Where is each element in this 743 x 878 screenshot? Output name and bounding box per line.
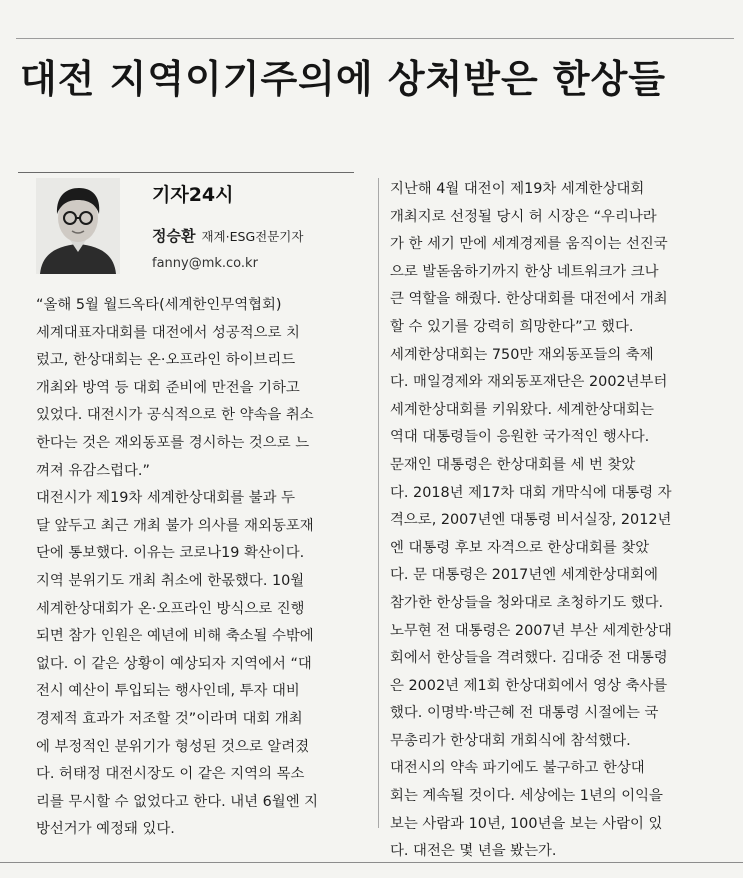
reporter-portrait-icon (36, 178, 120, 274)
text-line: 세계한상대회를 키워왔다. 세계한상대회는 (390, 401, 654, 418)
text-line: 으로 발돋움하기까지 한상 네트워크가 크나 (390, 263, 659, 280)
text-line: 리를 무시할 수 없었다고 한다. 내년 6월엔 지 (36, 793, 319, 810)
text-line: 했다. 이명박·박근혜 전 대통령 시절에는 국 (390, 705, 659, 722)
text-line: 역대 대통령들이 응원한 국가적인 행사다. (390, 429, 650, 446)
text-line: 세계한상대회는 750만 재외동포들의 축제 (390, 346, 654, 363)
text-line: 대전시의 약속 파기에도 불구하고 한상대 (390, 760, 645, 777)
text-line: 되면 참가 인원은 예년에 비해 축소될 수밖에 (36, 628, 314, 645)
text-line: 개최지로 선정될 당시 허 시장은 “우리나라 (390, 208, 657, 225)
byline (152, 178, 362, 271)
column-name: 기자24시 (152, 184, 234, 206)
text-line: 세계한상대회가 온·오프라인 방식으로 진행 (36, 600, 305, 617)
text-line: 은 2002년 제1회 한상대회에서 영상 축사를 (390, 677, 668, 694)
text-line: 개최와 방역 등 대회 준비에 만전을 기하고 (36, 379, 300, 396)
article-headline: 대전 지역이기주의에 상처받은 한상들 (20, 57, 667, 101)
text-line: 노무현 전 대통령은 2007년 부산 세계한상대 (390, 622, 672, 639)
text-line: “올해 5월 월드옥타(세계한인무역협회) (36, 297, 282, 313)
text-line: 방선거가 예정돼 있다. (36, 821, 175, 838)
text-line: 문재인 대통령은 한상대회를 세 번 찾았 (390, 456, 636, 473)
reporter (152, 225, 362, 246)
text-line: 다. 문 대통령은 2017년엔 세계한상대회에 (390, 567, 659, 584)
reporter-title: 재계·ESG전문기자 (201, 229, 304, 244)
text-line: 경제적 효과가 저조할 것”이라며 대회 개최 (36, 710, 303, 727)
text-line: 전시 예산이 투입되는 행사인데, 투자 대비 (36, 683, 300, 700)
text-line: 회는 계속될 것이다. 세상에는 1년의 이익을 (390, 788, 663, 805)
text-line: 다. 매일경제와 재외동포재단은 2002년부터 (390, 374, 668, 391)
reporter-photo (36, 178, 120, 274)
text-line: 대전시가 제19차 세계한상대회를 불과 두 (36, 490, 296, 507)
text-line: 격으로, 2007년엔 대통령 비서실장, 2012년 (390, 512, 672, 529)
text-line: 다. 대전은 몇 년을 봤는가. (390, 843, 557, 860)
text-line: 엔 대통령 후보 자격으로 한상대회를 찾았 (390, 539, 650, 556)
text-line: 한다는 것은 재외동포를 경시하는 것으로 느 (36, 434, 310, 451)
right-column (390, 176, 740, 866)
text-line: 단에 통보했다. 이유는 코로나19 확산이다. (36, 545, 305, 562)
bottom-rule (0, 862, 743, 863)
text-line: 보는 사람과 10년, 100년을 보는 사람이 있 (390, 815, 663, 832)
text-line: 큰 역할을 해줬다. 한상대회를 대전에서 개최 (390, 291, 668, 308)
text-line: 참가한 한상들을 청와대로 초청하기도 했다. (390, 594, 664, 611)
text-line: 있었다. 대전시가 공식적으로 한 약속을 취소 (36, 407, 314, 424)
text-line: 세계대표자대회를 대전에서 성공적으로 치 (36, 324, 300, 341)
left-column (36, 292, 386, 844)
text-line: 없다. 이 같은 상황이 예상되자 지역에서 “대 (36, 655, 312, 672)
text-line: 회에서 한상들을 격려했다. 김대중 전 대통령 (390, 650, 668, 667)
text-line: 껴져 유감스럽다.” (36, 462, 150, 479)
text-line: 지역 분위기도 개최 취소에 한몫했다. 10월 (36, 572, 305, 589)
reporter-email: fanny@mk.co.kr (152, 256, 258, 271)
reporter-name: 정승환 (152, 227, 196, 245)
byline-rule (18, 172, 354, 173)
text-line: 달 앞두고 최근 개최 불가 의사를 재외동포재 (36, 517, 314, 534)
text-line: 지난해 4월 대전이 제19차 세계한상대회 (390, 181, 645, 197)
text-line: 에 부정적인 분위기가 형성된 것으로 알려졌 (36, 738, 310, 755)
text-line: 다. 허태정 대전시장도 이 같은 지역의 목소 (36, 766, 305, 783)
text-line: 할 수 있기를 강력히 희망한다”고 했다. (390, 318, 634, 335)
text-line: 렀고, 한상대회는 온·오프라인 하이브리드 (36, 352, 296, 369)
text-line: 다. 2018년 제17차 대회 개막식에 대통령 자 (390, 484, 672, 501)
text-line: 가 한 세기 만에 세계경제를 움직이는 선진국 (390, 236, 668, 253)
text-line: 무총리가 한상대회 개회식에 참석했다. (390, 732, 631, 749)
